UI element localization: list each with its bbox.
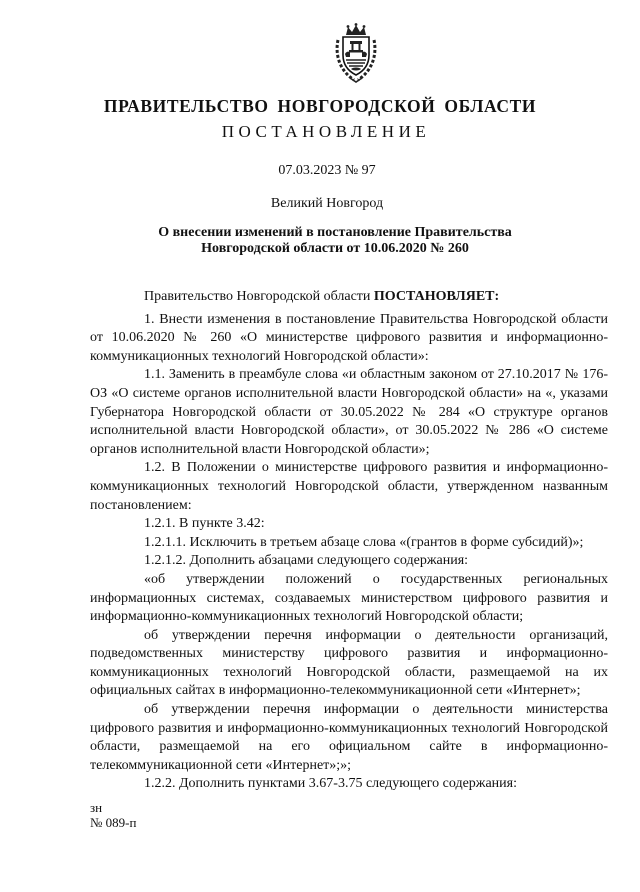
lead-keyword: ПОСТАНОВЛЯЕТ: — [373, 289, 500, 304]
resolution-lead — [90, 288, 608, 307]
paragraph: 1. Внести изменения в постановление Правительства Новгородской области от 10.06.2020 № 260 «О министерстве цифрового развития и информационно-коммуникационных технологий Новгородской области»: — [90, 311, 608, 364]
document-code: № 089-п — [90, 815, 137, 830]
government-title: ПРАВИТЕЛЬСТВО НОВГОРОДСКОЙ ОБЛАСТИ — [103, 96, 537, 116]
subject-line-2: Новгородской области от 10.06.2020 № 260 — [201, 241, 469, 256]
executor-initials: зн — [90, 800, 103, 815]
coat-of-arms-icon — [333, 22, 379, 84]
paragraph: 1.2. В Положении о министерстве цифрового развития и информационно-коммуникационных технологий Новгородской области, утвержденном названным постановлением: — [90, 460, 608, 513]
document-footer — [90, 800, 136, 830]
document-type: ПОСТАНОВЛЕНИЕ — [221, 122, 431, 141]
paragraph: 1.2.1.2. Дополнить абзацами следующего содержания: — [144, 553, 469, 569]
document-city: Великий Новгород — [270, 196, 384, 211]
document-date-number: 07.03.2023 № 97 — [278, 163, 376, 178]
lead-text: Правительство Новгородской области — [144, 289, 374, 304]
document-body — [90, 288, 608, 794]
paragraph: 1.1. Заменить в преамбуле слова «и областным законом от 27.10.2017 № 176-ОЗ «О системе органов исполнительной власти Новгородской области» на «, указами Губернатора Новгородской области от 30.05.2022 № 284 «О структуре органов исполнительной власти Новгородской области», от 30.05.2022 № 286 «О системе органов исполнительной власти Новгородской области»; — [90, 367, 608, 457]
document-subject — [90, 225, 580, 257]
paragraph: об утверждении перечня информации о деятельности министерства цифрового развития и информационно-коммуникационных технологий Новгородской области, размещаемой на его официальном сайте в информационно-телекоммуникационной сети «Интернет»;»; — [90, 702, 608, 773]
paragraph: «об утверждении положений о государственных региональных информационных системах, создаваемых министерством цифрового развития и информационно-коммуникационных технологий Новгородской области; — [90, 571, 608, 625]
paragraph: 1.2.1.1. Исключить в третьем абзаце слова «(грантов в форме субсидий)»; — [144, 534, 584, 550]
paragraph: об утверждении перечня информации о деятельности организаций, подведомственных министерству цифрового развития и информационно-коммуникационных технологий Новгородской области, размещаемой на их официальных сайтах в информационно-телекоммуникационной сети «Интернет»; — [90, 627, 608, 699]
paragraph: 1.2.1. В пункте 3.42: — [144, 516, 265, 532]
paragraph: 1.2.2. Дополнить пунктами 3.67-3.75 следующего содержания: — [144, 776, 517, 792]
subject-line-1: О внесении изменений в постановление Правительства — [158, 225, 512, 240]
